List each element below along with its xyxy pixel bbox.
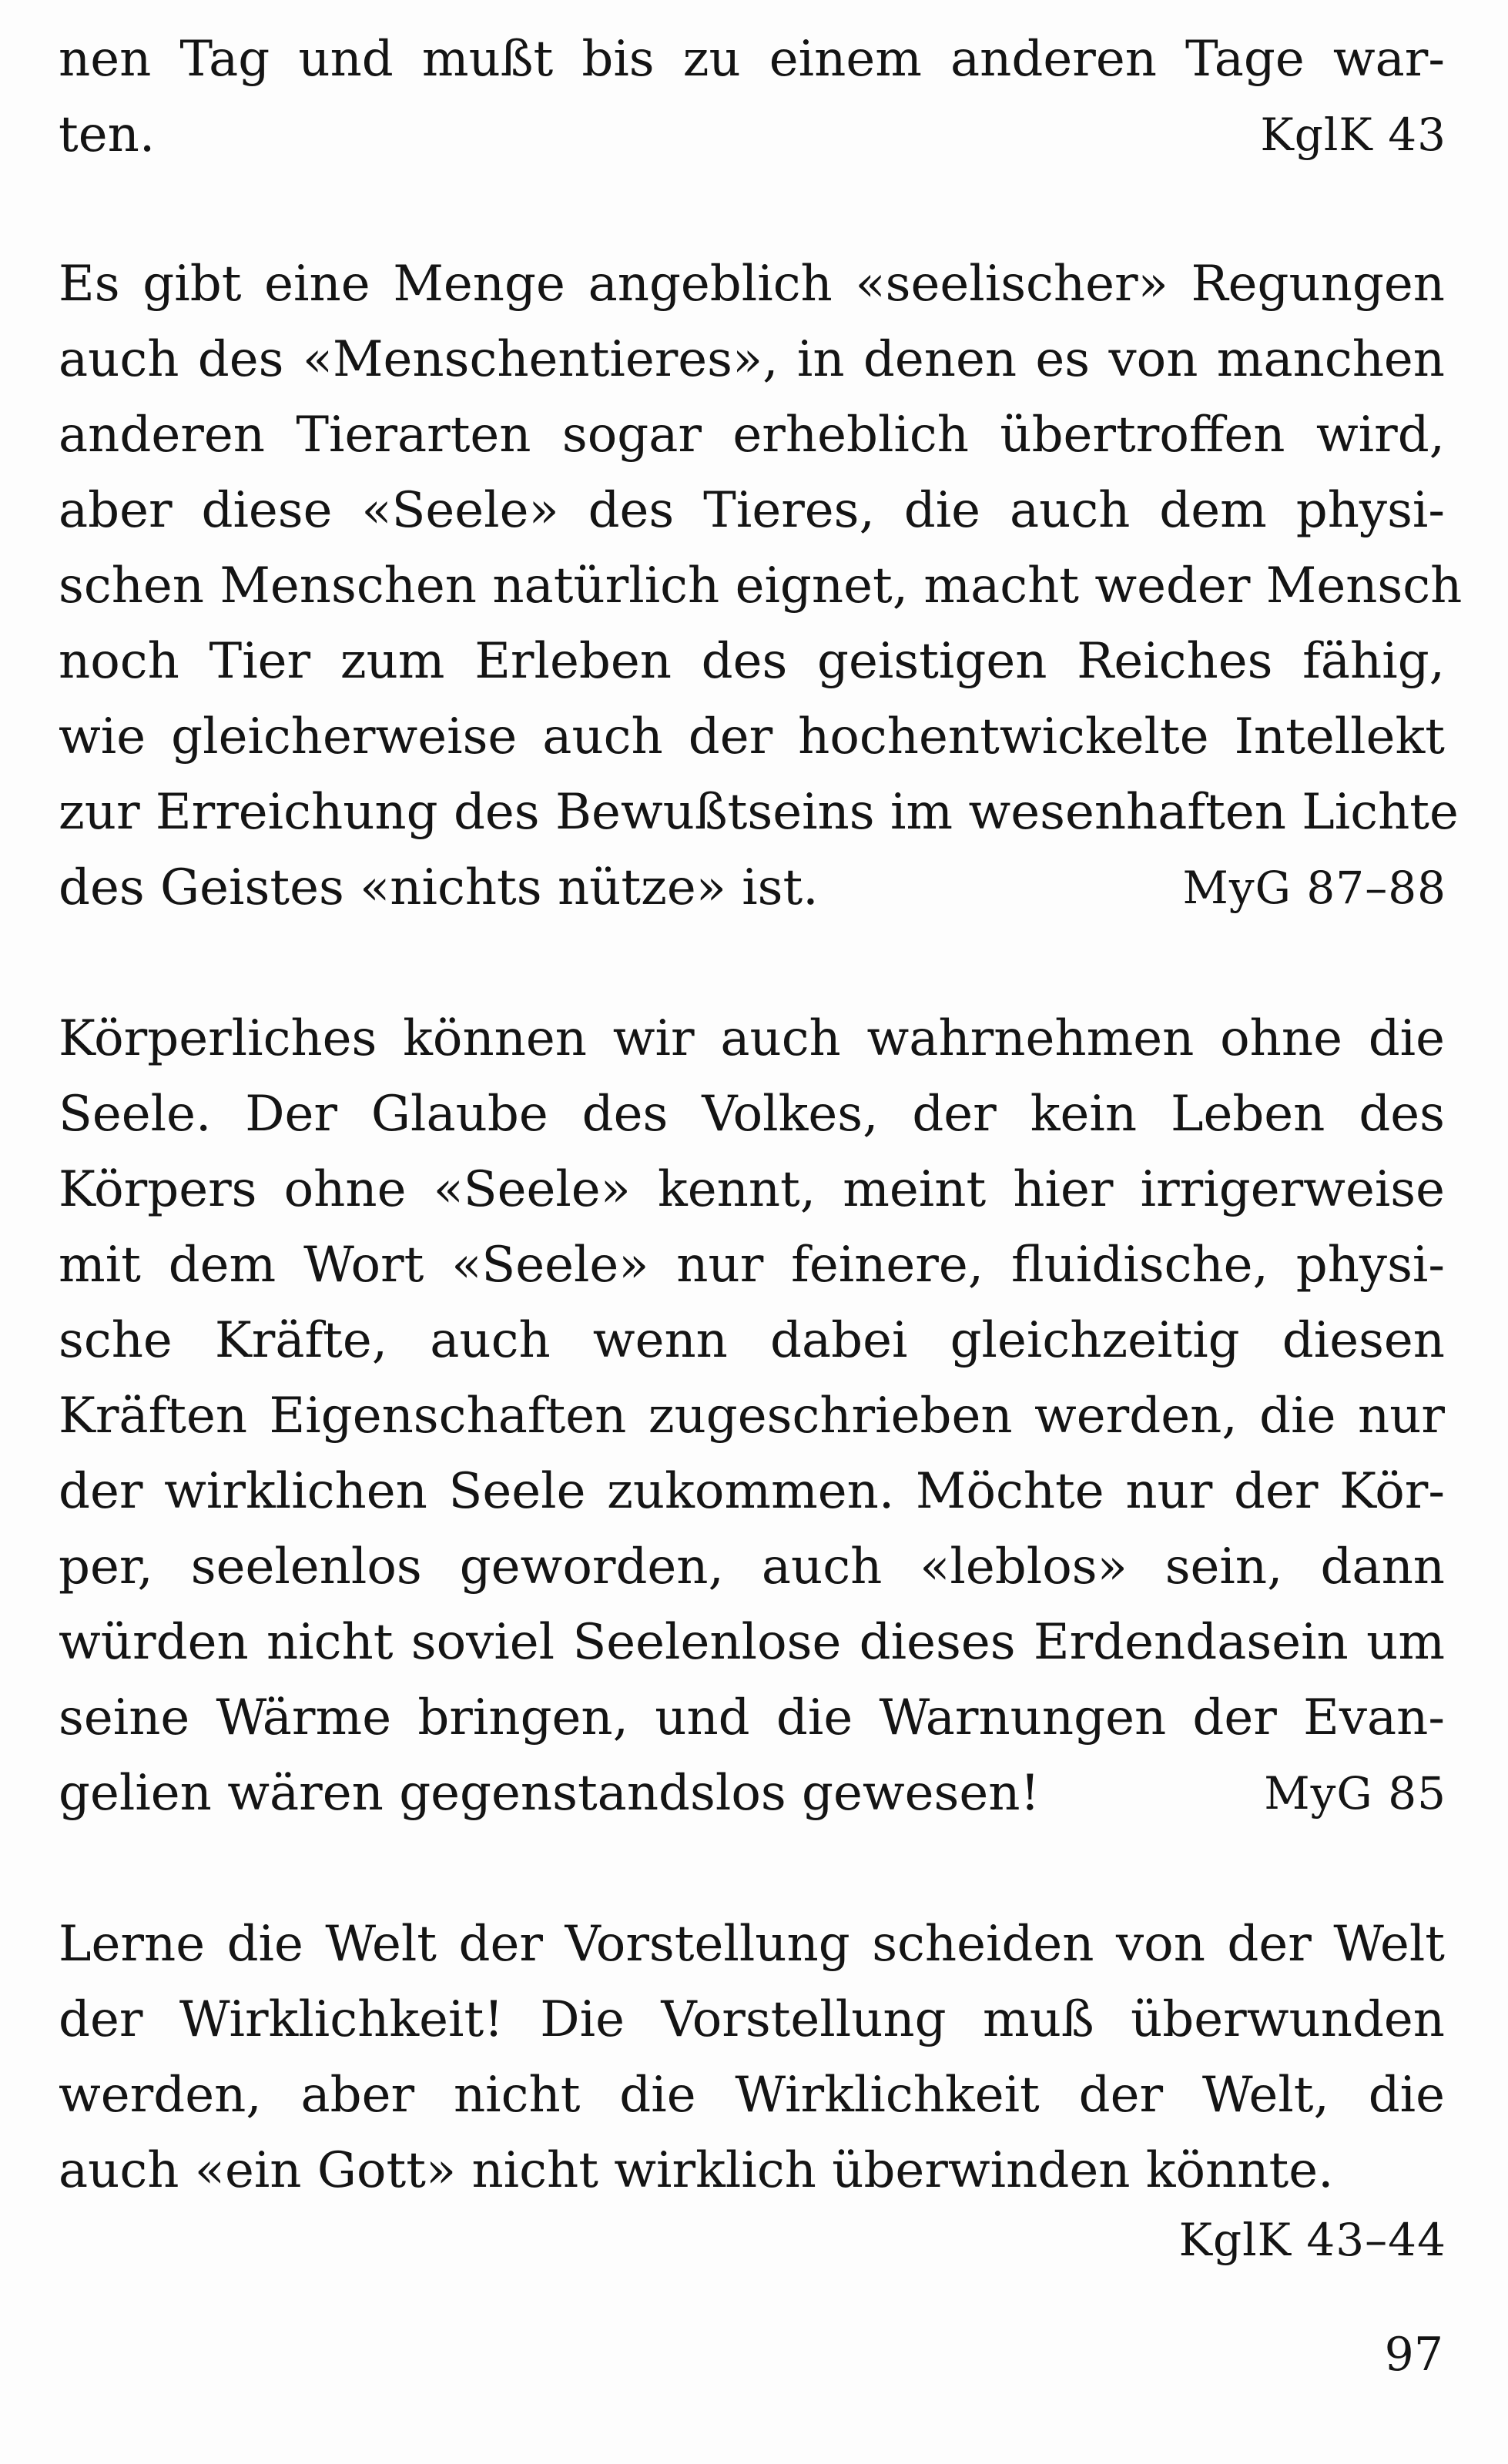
source-reference: KglK 43: [1260, 109, 1446, 161]
text-line: Seele. Der Glaube des Volkes, der kein Leben des: [59, 1086, 1445, 1143]
text-line: gelien wären gegenstandslos gewesen!: [59, 1765, 1041, 1822]
text-line: werden, aber nicht die Wirklichkeit der Welt, die: [59, 2067, 1445, 2124]
text-line: seine Wärme bringen, und die Warnungen der Evan-: [59, 1689, 1445, 1746]
text-line: auch «ein Gott» nicht wirklich überwinden könnte.: [59, 2142, 1334, 2199]
source-reference: MyG 87–88: [1182, 862, 1446, 914]
text-line: schen Menschen natürlich eignet, macht weder Mensch: [59, 557, 1463, 614]
text-line: per, seelenlos geworden, auch «leblos» sein, dann: [59, 1538, 1445, 1595]
source-reference: MyG 85: [1264, 1767, 1446, 1820]
text-line: Kräften Eigenschaften zugeschrieben werden, die nur: [59, 1388, 1445, 1445]
text-line: nen Tag und mußt bis zu einem anderen Tage war-: [59, 31, 1445, 88]
text-line: aber diese «Seele» des Tieres, die auch dem physi-: [59, 482, 1445, 539]
page-number: 97: [1384, 2328, 1443, 2382]
text-line: anderen Tierarten sogar erheblich übertroffen wird,: [59, 407, 1445, 464]
text-line: des Geistes «nichts nütze» ist.: [59, 859, 819, 916]
text-line: Lerne die Welt der Vorstellung scheiden von der Welt: [59, 1916, 1445, 1973]
text-line: ten.: [59, 106, 156, 163]
text-line: noch Tier zum Erleben des geistigen Reiches fähig,: [59, 633, 1445, 690]
text-line: der wirklichen Seele zukommen. Möchte nur der Kör-: [59, 1463, 1445, 1520]
text-line: der Wirklichkeit! Die Vorstellung muß überwunden: [59, 1991, 1445, 2048]
text-line: wie gleicherweise auch der hochentwickelte Intellekt: [59, 708, 1445, 765]
text-line: würden nicht soviel Seelenlose dieses Erdendasein um: [59, 1614, 1445, 1671]
text-line: Körpers ohne «Seele» kennt, meint hier irrigerweise: [59, 1161, 1445, 1218]
text-line: Es gibt eine Menge angeblich «seelischer» Regungen: [59, 256, 1445, 313]
text-line: zur Erreichung des Bewußtseins im wesenhaften Lichte: [59, 784, 1459, 841]
text-line: sche Kräfte, auch wenn dabei gleichzeitig diesen: [59, 1312, 1445, 1369]
text-line: mit dem Wort «Seele» nur feinere, fluidische, physi-: [59, 1237, 1445, 1294]
source-reference: KglK 43–44: [1178, 2214, 1446, 2266]
text-line: Körperliches können wir auch wahrnehmen ohne die: [59, 1010, 1445, 1067]
text-line: auch des «Menschentieres», in denen es von manchen: [59, 331, 1445, 388]
